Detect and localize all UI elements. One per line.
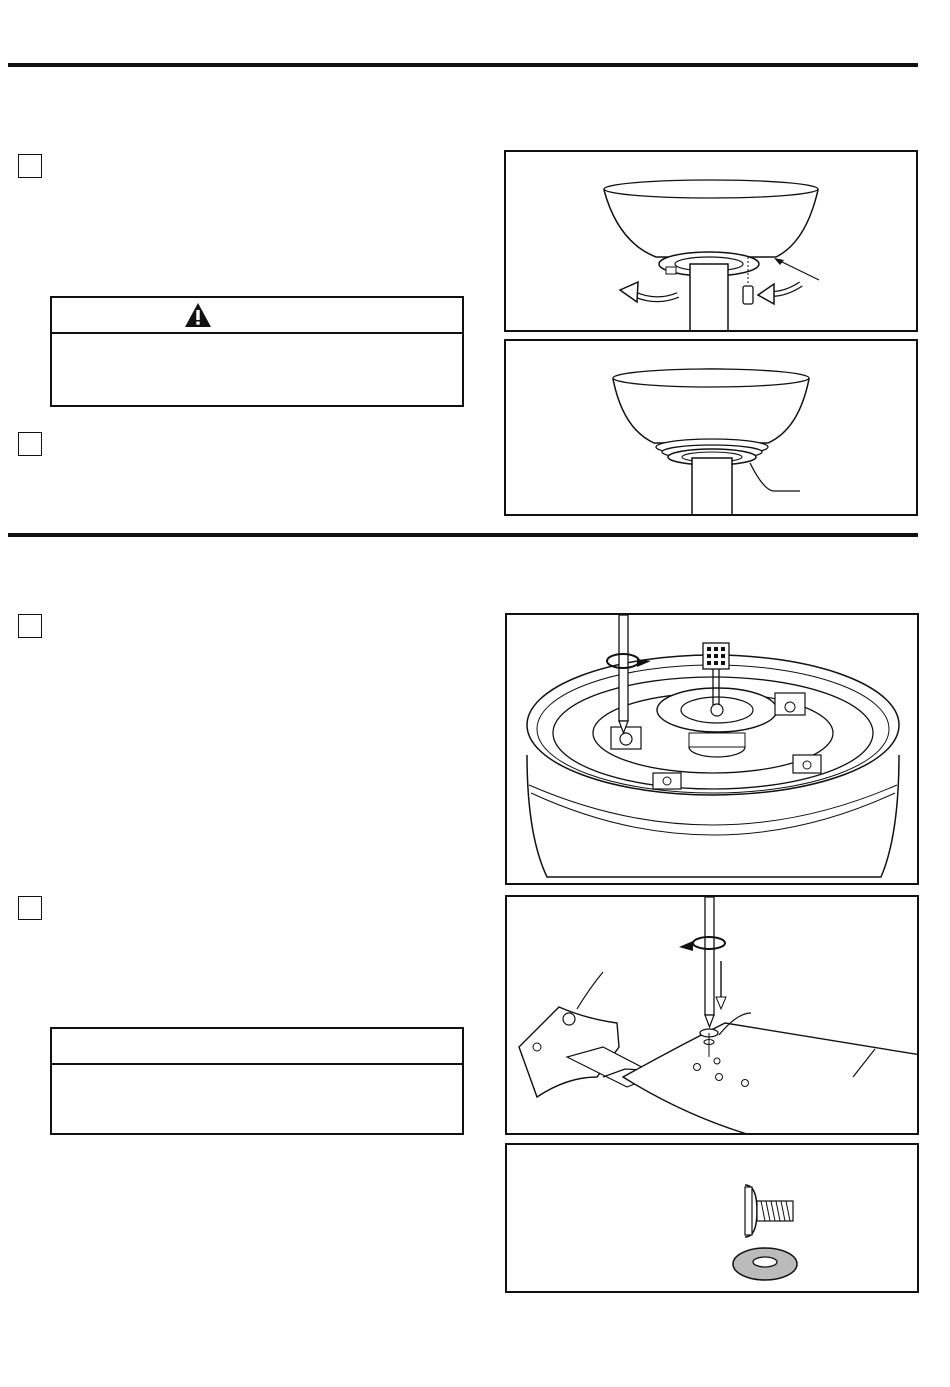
- figure-motor-housing-screws: [505, 613, 919, 885]
- step-3-checkbox: [18, 614, 42, 638]
- figure-glass-bowl-installed: [504, 339, 918, 516]
- note-callout-header: [52, 1029, 462, 1065]
- step-2-checkbox: [18, 432, 42, 456]
- figure-blade-arm-attach: [505, 895, 919, 1135]
- middle-section-rule: [8, 533, 918, 537]
- note-callout: [50, 1027, 464, 1135]
- warning-callout: [50, 296, 464, 407]
- step-4-checkbox: [18, 896, 42, 920]
- warning-callout-header: [52, 298, 462, 334]
- figure-hardware-detail: [505, 1143, 919, 1293]
- warning-triangle-icon: [184, 302, 212, 328]
- figure-glass-bowl-twist-off: [504, 150, 918, 332]
- top-section-rule: [8, 63, 918, 67]
- step-1-checkbox: [18, 154, 42, 178]
